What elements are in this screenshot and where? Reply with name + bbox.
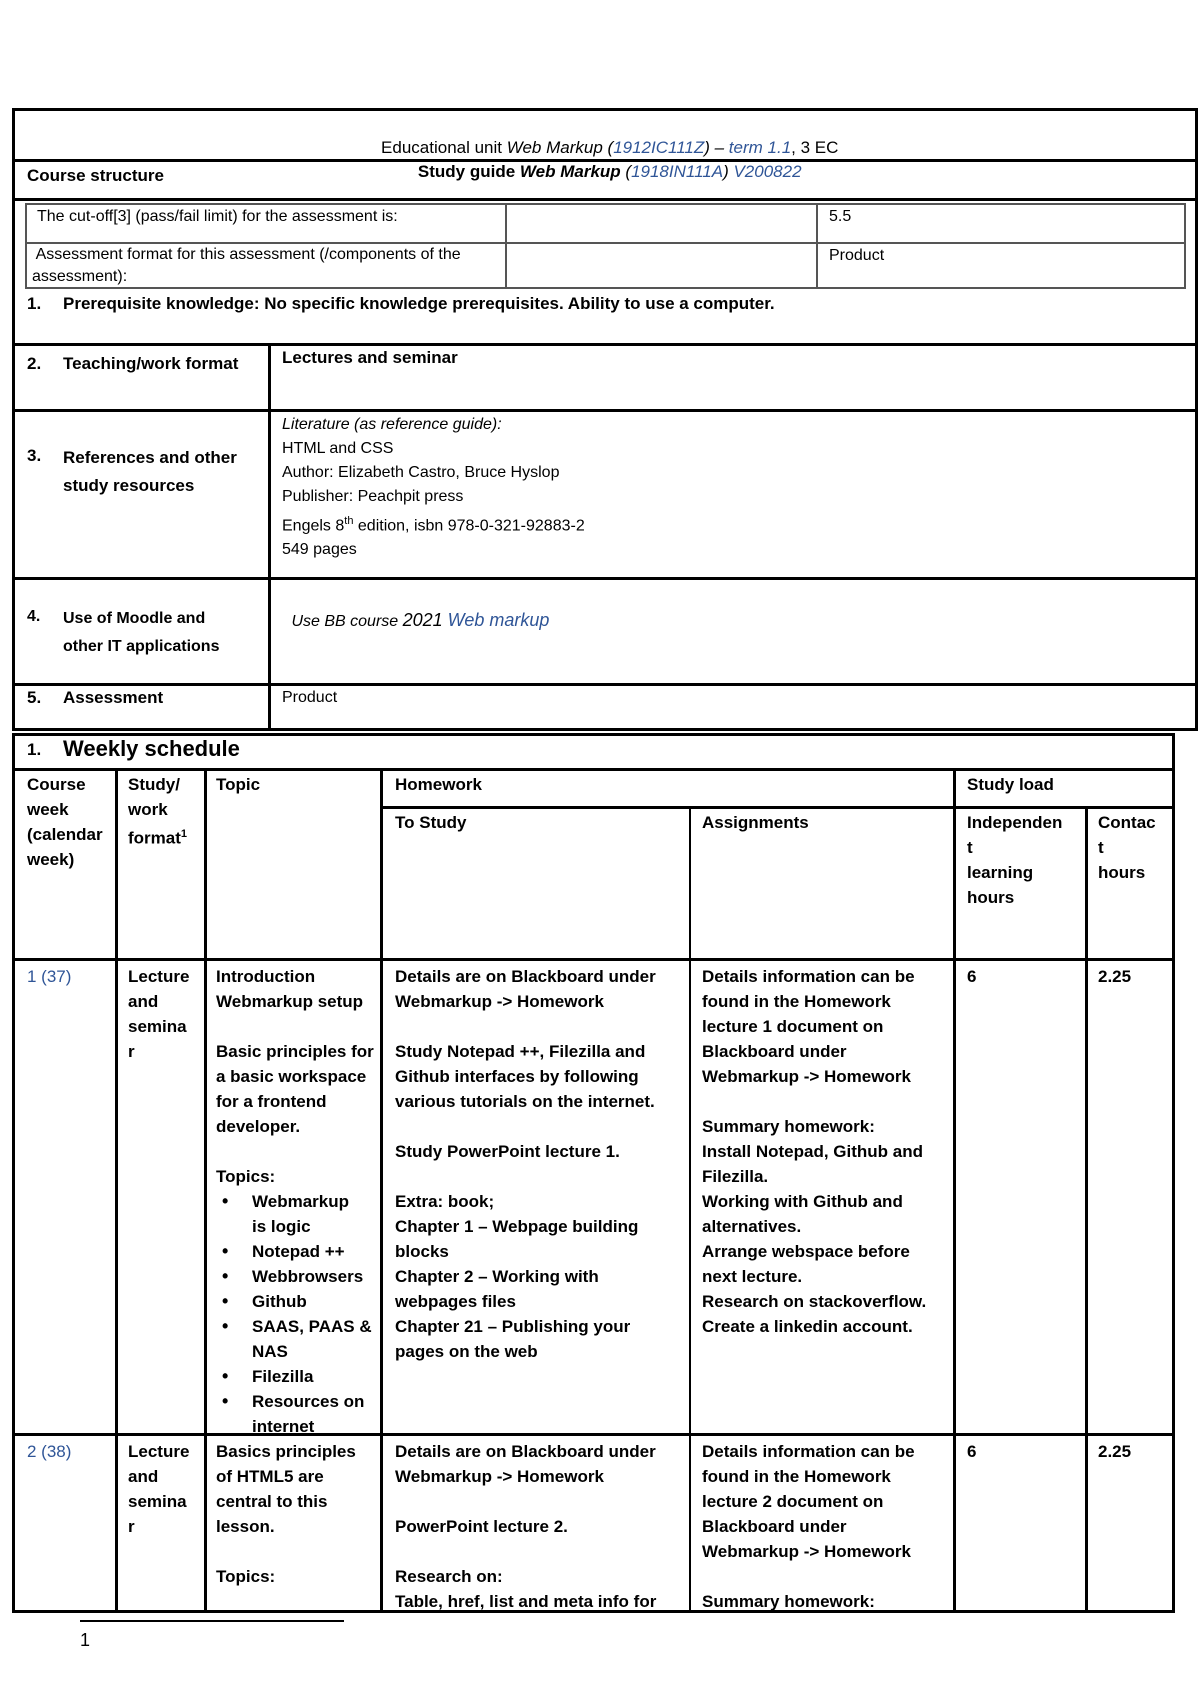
cutoff-label: The cut-off[3] (pass/fail limit) for the assessment is: <box>37 208 398 225</box>
list-item: • Webmarkup is logic <box>216 1189 374 1239</box>
row-2-topic: Basics principles of HTML5 are central to this lesson. Topics: <box>216 1442 356 1586</box>
list-item: • Webbrowsers <box>216 1264 374 1289</box>
header-to-study: To Study <box>395 813 467 832</box>
teaching-format-value: Lectures and seminar <box>282 348 458 367</box>
border <box>12 343 1198 346</box>
row-1-to-study: Details are on Blackboard under Webmarkup -> Homework Study Notepad ++, Filezilla and Github interfaces by following various tutorials on the internet. Study PowerPoint lecture 1. Extra: book; Chapter 1 – Webpage building blocks Chapter 2 – Working with webpages files Chapter 21 – Publishing your pages on the web <box>395 967 656 1361</box>
row-1-week: 1 (37) <box>27 967 72 986</box>
border <box>689 806 691 1613</box>
section-5-number: 5. <box>27 688 42 707</box>
border <box>382 806 1175 809</box>
row-1-contact: 2.25 <box>1098 967 1132 986</box>
header-topic: Topic <box>216 775 261 794</box>
row-2-independent: 6 <box>967 1442 977 1461</box>
web-markup-link[interactable]: Web markup <box>447 610 550 630</box>
section-3-number: 3. <box>27 446 42 465</box>
book-author: Author: Elizabeth Castro, Bruce Hyslop <box>282 464 560 481</box>
border <box>1085 806 1088 1613</box>
book-pages: 549 pages <box>282 541 357 559</box>
row-2-format: Lecture and semina r <box>128 1442 190 1536</box>
row-1-topic-list <box>216 1189 374 1439</box>
assessment-label: Assessment <box>63 688 164 707</box>
section-1-number: 1. <box>27 294 42 313</box>
border <box>12 198 1198 201</box>
row-1-assignments: Details information can be found in the Homework lecture 1 document on Blackboard under Webmarkup -> Homework Summary homework: Install Notepad, Github and Filezilla. Working with Github and alternatives. Arrange webspace before next lecture. Research on stackoverflow. Create a linkedin account. <box>702 967 927 1336</box>
border <box>268 343 271 731</box>
header-contact-hours: Contac t hours <box>1098 813 1156 882</box>
teaching-format-label: Teaching/work format <box>63 354 239 373</box>
bb-course: Use BB course 2021 Web markup <box>291 610 550 630</box>
list-item: • Resources on internet <box>216 1389 374 1439</box>
header-course-week: Course week (calendar week) <box>27 775 103 869</box>
border <box>12 159 1198 162</box>
row-1-topic <box>216 964 374 1439</box>
cutoff-value: 5.5 <box>829 208 852 225</box>
header-independent-hours: Independen t learning hours <box>967 813 1063 907</box>
border <box>953 768 956 1613</box>
book-title: HTML and CSS <box>282 440 394 457</box>
row-2-week: 2 (38) <box>27 1442 72 1461</box>
header-assignments: Assignments <box>702 813 809 832</box>
references-content <box>282 413 585 562</box>
border <box>816 203 818 289</box>
header-homework: Homework <box>395 775 482 794</box>
weekly-number: 1. <box>27 740 42 759</box>
section-2-number: 2. <box>27 354 42 373</box>
border <box>12 683 1198 686</box>
references-label: References and other study resources <box>63 448 237 495</box>
study-guide-title: Study guide Web Markup (1918IN111A) V200822 <box>417 162 802 181</box>
prerequisite-knowledge: Prerequisite knowledge: No specific knowledge prerequisites. Ability to use a computer. <box>63 294 775 313</box>
footnote-number: 1 <box>80 1630 91 1650</box>
book-edition: Engels 8th edition, isbn 978-0-321-92883-2 <box>282 515 585 535</box>
row-2-contact: 2.25 <box>1098 1442 1132 1461</box>
list-item: • SAAS, PAAS & NAS <box>216 1314 374 1364</box>
assessment-format-value: Product <box>829 247 885 264</box>
literature-label: Literature (as reference guide): <box>282 416 502 433</box>
course-structure-label: Course structure <box>27 166 164 185</box>
border <box>12 958 1175 961</box>
moodle-label: Use of Moodle and other IT applications <box>63 610 220 655</box>
row-1-topic-text: Introduction Webmarkup setup Basic principles for a basic workspace for a frontend developer. Topics: <box>216 967 374 1186</box>
border <box>12 108 1198 111</box>
border <box>12 1433 1175 1436</box>
assessment-format-label: Assessment format for this assessment (/components of the assessment): <box>32 246 461 285</box>
border <box>204 768 207 1613</box>
list-item: • Notepad ++ <box>216 1239 374 1264</box>
row-2-assignments: Details information can be found in the Homework lecture 2 document on Blackboard under Webmarkup -> Homework Summary homework: <box>702 1442 915 1611</box>
row-1-format: Lecture and semina r <box>128 967 190 1061</box>
border <box>505 203 507 289</box>
border <box>12 577 1198 580</box>
row-1-independent: 6 <box>967 967 977 986</box>
book-publisher: Publisher: Peachpit press <box>282 488 464 505</box>
border <box>380 768 383 1613</box>
unit-title: Educational unit Web Markup (1912IC111Z) – term 1.1, 3 EC <box>381 138 839 157</box>
border <box>12 768 1175 771</box>
border <box>12 108 15 731</box>
row-2-to-study: Details are on Blackboard under Webmarkup -> Homework PowerPoint lecture 2. Research on: Table, href, list and meta info for <box>395 1442 657 1611</box>
weekly-title: Weekly schedule <box>63 736 240 761</box>
border <box>1195 108 1198 731</box>
assessment-value: Product <box>282 689 338 706</box>
section-4-number: 4. <box>27 608 41 625</box>
border <box>12 728 1198 731</box>
header-study-load: Study load <box>967 775 1054 794</box>
list-item: • Filezilla <box>216 1364 374 1389</box>
footnote-separator <box>80 1620 344 1622</box>
header-study-format: Study/ work format$^1$ <box>128 775 188 848</box>
border <box>12 409 1198 412</box>
list-item: • Github <box>216 1289 374 1314</box>
border <box>115 768 118 1613</box>
